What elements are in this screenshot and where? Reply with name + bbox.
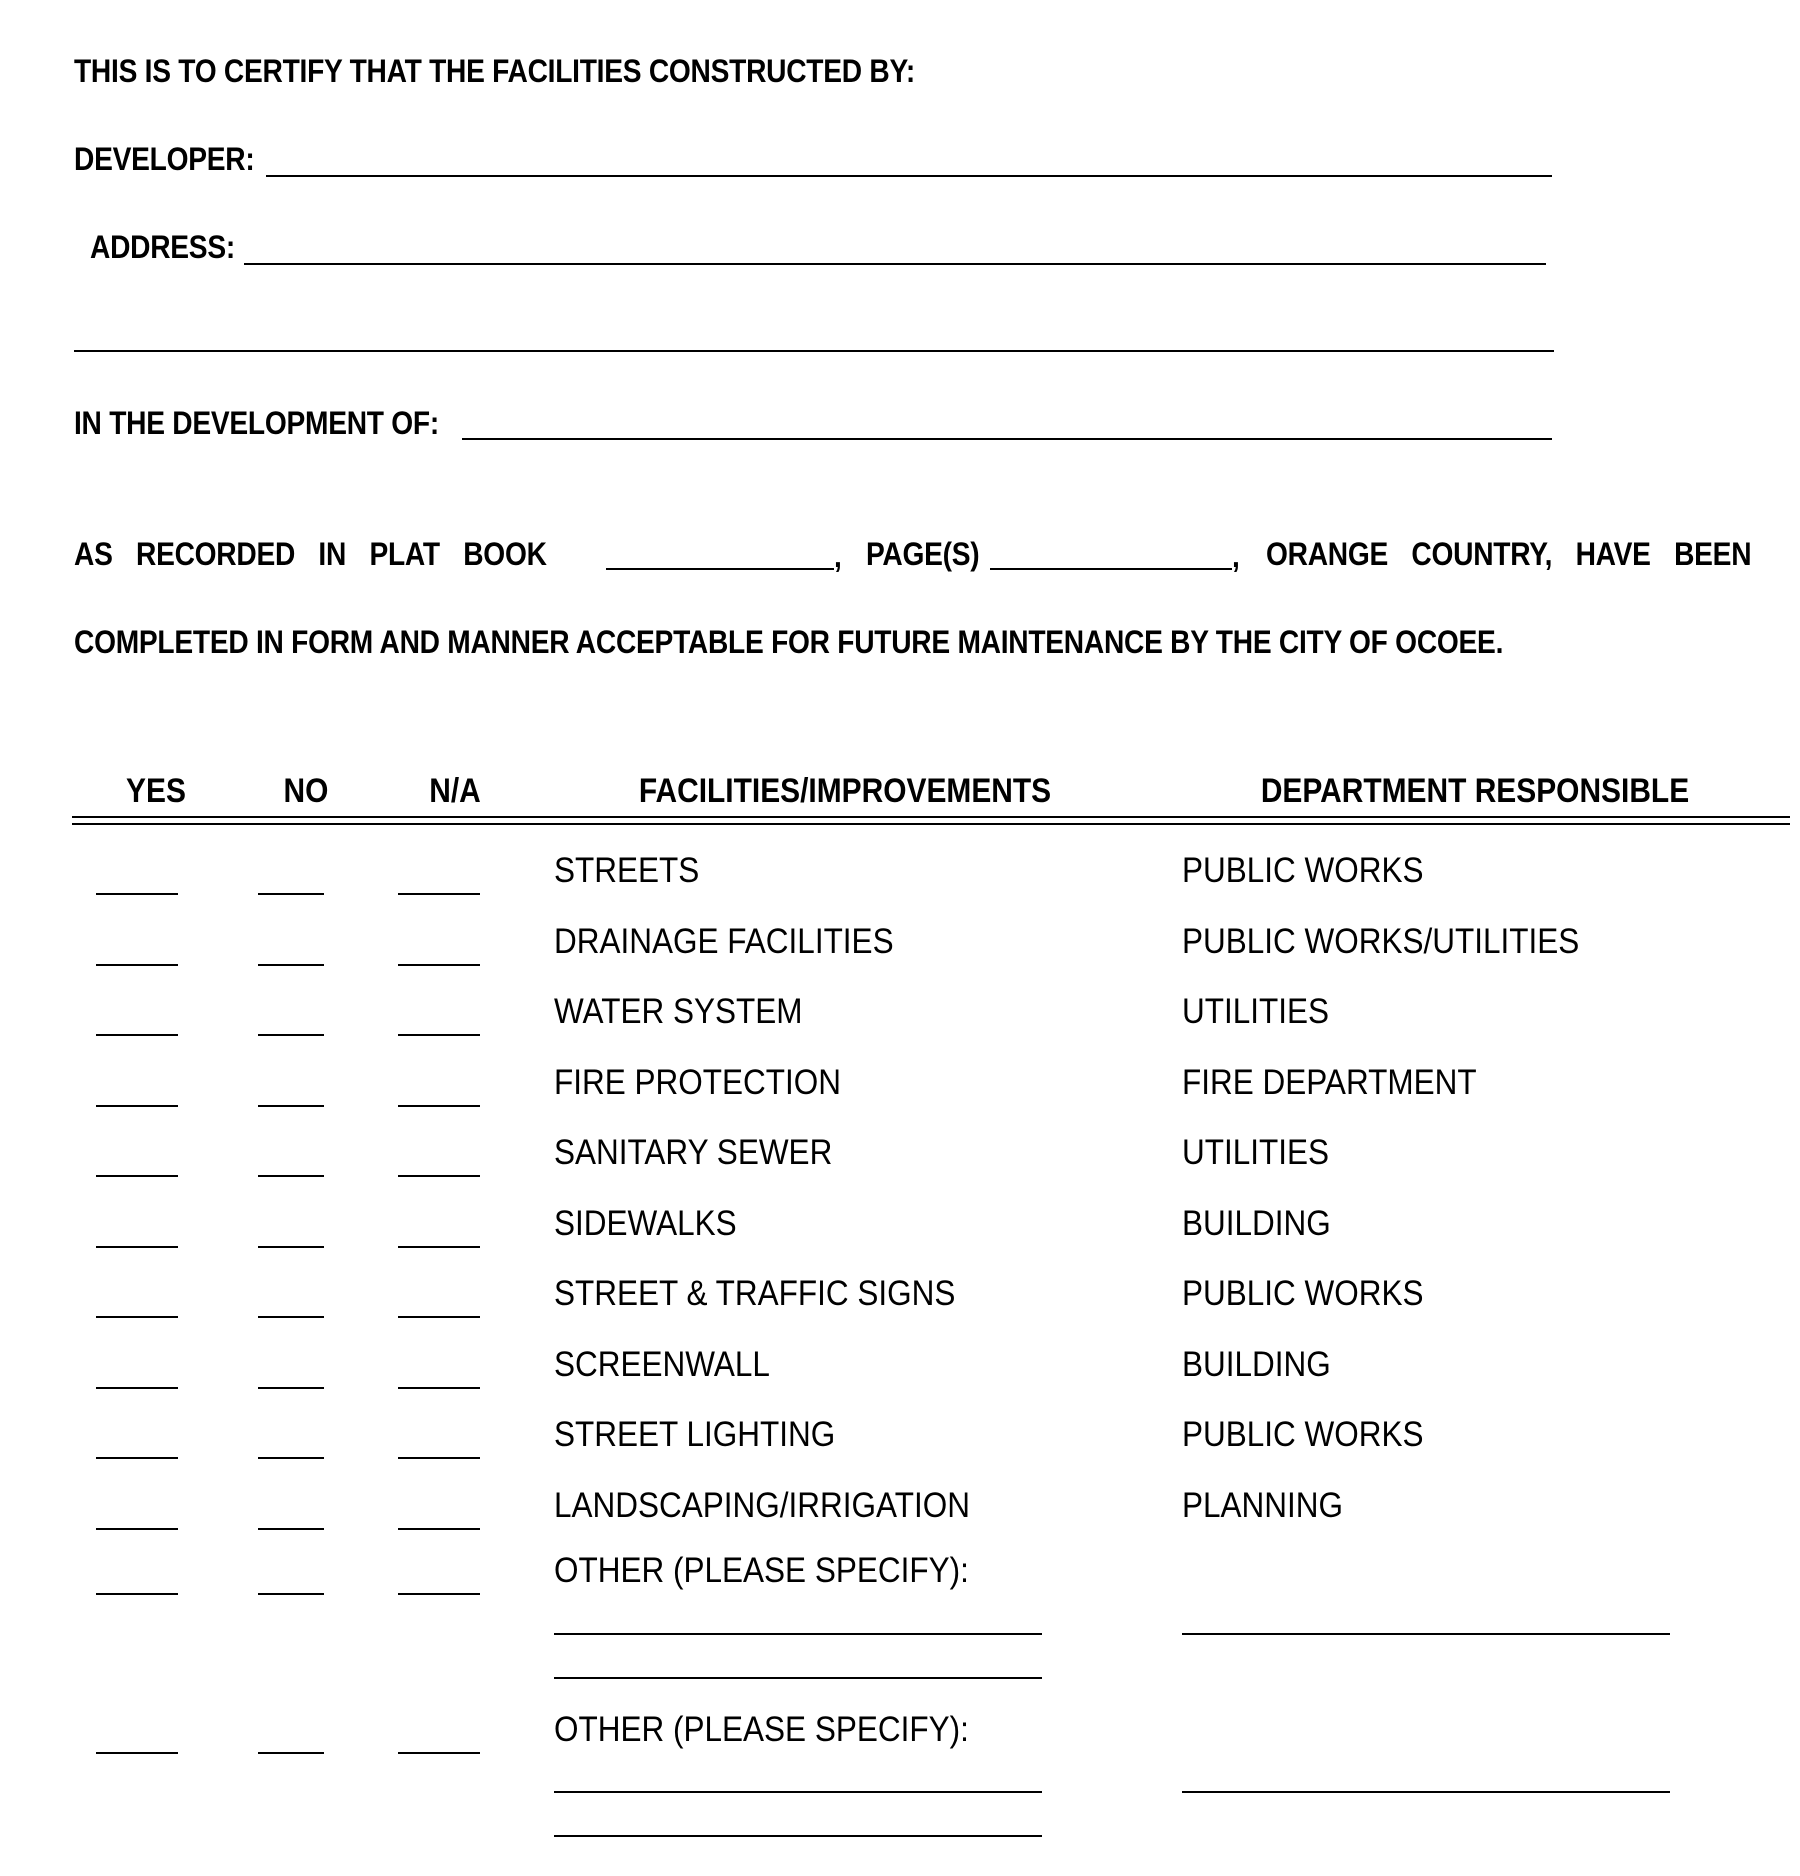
no-blank[interactable] [258, 893, 324, 895]
facility-name: SANITARY SEWER [554, 1133, 833, 1172]
na-blank[interactable] [398, 1175, 480, 1177]
col-na: N/A [429, 772, 481, 810]
no-blank[interactable] [258, 1246, 324, 1248]
col-yes: YES [126, 772, 186, 810]
development-label: IN THE DEVELOPMENT OF: [74, 405, 439, 441]
yes-blank[interactable] [96, 893, 178, 895]
recorded-text-1: AS RECORDED IN PLAT BOOK [74, 536, 547, 572]
table-row-other-2 [0, 1712, 1800, 1782]
yes-blank[interactable] [96, 1175, 178, 1177]
table-row [0, 1276, 1800, 1346]
no-blank[interactable] [258, 1752, 324, 1754]
na-blank[interactable] [398, 1528, 480, 1530]
facility-name: FIRE PROTECTION [554, 1062, 842, 1102]
col-no: NO [283, 772, 329, 810]
table-row [0, 1203, 1800, 1276]
na-blank[interactable] [398, 1105, 480, 1107]
facility-name: SCREENWALL [554, 1344, 770, 1384]
comma-2: , [1232, 538, 1240, 574]
pages-field[interactable] [990, 568, 1232, 570]
na-blank[interactable] [398, 1316, 480, 1318]
developer-label: DEVELOPER: [74, 141, 255, 177]
developer-field[interactable] [266, 175, 1552, 177]
yes-blank[interactable] [96, 1752, 178, 1754]
yes-blank[interactable] [96, 1593, 178, 1595]
no-blank[interactable] [258, 964, 324, 966]
table-row [0, 1344, 1800, 1417]
table-row [0, 1485, 1800, 1558]
table-row-other-1 [0, 1553, 1800, 1623]
yes-blank[interactable] [96, 1528, 178, 1530]
certify-heading: THIS IS TO CERTIFY THAT THE FACILITIES CONSTRUCTED BY: [74, 53, 916, 89]
other-2-department-line[interactable] [1182, 1791, 1670, 1793]
department-name: UTILITIES [1182, 992, 1330, 1031]
other-1-specify-line-2[interactable] [554, 1677, 1042, 1679]
table-row [0, 853, 1800, 923]
na-blank[interactable] [398, 1752, 480, 1754]
facility-name: STREET & TRAFFIC SIGNS [554, 1274, 956, 1313]
na-blank[interactable] [398, 1387, 480, 1389]
department-name: PUBLIC WORKS [1182, 1415, 1424, 1454]
department-name: FIRE DEPARTMENT [1182, 1062, 1477, 1102]
yes-blank[interactable] [96, 1316, 178, 1318]
yes-blank[interactable] [96, 1387, 178, 1389]
pages-label: PAGE(S) [866, 536, 980, 572]
plat-book-field[interactable] [606, 568, 834, 570]
na-blank[interactable] [398, 1457, 480, 1459]
address-field-line-2[interactable] [74, 350, 1554, 352]
yes-blank[interactable] [96, 964, 178, 966]
no-blank[interactable] [258, 1034, 324, 1036]
no-blank[interactable] [258, 1593, 324, 1595]
no-blank[interactable] [258, 1316, 324, 1318]
na-blank[interactable] [398, 1246, 480, 1248]
na-blank[interactable] [398, 893, 480, 895]
table-row [0, 1417, 1800, 1487]
other-label: OTHER (PLEASE SPECIFY): [554, 1551, 969, 1590]
facility-name: STREET LIGHTING [554, 1415, 836, 1454]
department-name: BUILDING [1182, 1344, 1331, 1384]
facility-name: WATER SYSTEM [554, 992, 803, 1031]
facility-name: SIDEWALKS [554, 1203, 737, 1243]
department-name: PLANNING [1182, 1485, 1344, 1525]
comma-1: , [834, 538, 842, 574]
na-blank[interactable] [398, 1593, 480, 1595]
no-blank[interactable] [258, 1105, 324, 1107]
address-label: ADDRESS: [90, 229, 235, 265]
development-field[interactable] [462, 438, 1552, 440]
other-1-specify-line-1[interactable] [554, 1633, 1042, 1635]
other-2-specify-line-1[interactable] [554, 1791, 1042, 1793]
recorded-text-line-2: COMPLETED IN FORM AND MANNER ACCEPTABLE FOR FUTURE MAINTENANCE BY THE CITY OF OCOEE. [74, 624, 1504, 660]
yes-blank[interactable] [96, 1105, 178, 1107]
table-row [0, 921, 1800, 994]
na-blank[interactable] [398, 1034, 480, 1036]
yes-blank[interactable] [96, 1457, 178, 1459]
recorded-text-2: ORANGE COUNTRY, HAVE BEEN [1266, 536, 1752, 572]
no-blank[interactable] [258, 1528, 324, 1530]
other-1-department-line[interactable] [1182, 1633, 1670, 1635]
department-name: PUBLIC WORKS/UTILITIES [1182, 921, 1580, 961]
table-row [0, 994, 1800, 1064]
col-facilities: FACILITIES/IMPROVEMENTS [638, 772, 1052, 810]
other-label: OTHER (PLEASE SPECIFY): [554, 1710, 969, 1749]
department-name: PUBLIC WORKS [1182, 1274, 1424, 1313]
yes-blank[interactable] [96, 1034, 178, 1036]
yes-blank[interactable] [96, 1246, 178, 1248]
facility-name: STREETS [554, 851, 700, 890]
header-rule-bottom [72, 823, 1790, 825]
no-blank[interactable] [258, 1387, 324, 1389]
facility-name: LANDSCAPING/IRRIGATION [554, 1485, 970, 1525]
header-rule-top [72, 816, 1790, 818]
department-name: BUILDING [1182, 1203, 1331, 1243]
col-department: DEPARTMENT RESPONSIBLE [1260, 772, 1690, 810]
na-blank[interactable] [398, 964, 480, 966]
address-field-line-1[interactable] [244, 263, 1546, 265]
no-blank[interactable] [258, 1457, 324, 1459]
no-blank[interactable] [258, 1175, 324, 1177]
other-2-specify-line-2[interactable] [554, 1835, 1042, 1837]
department-name: UTILITIES [1182, 1133, 1330, 1172]
table-row [0, 1135, 1800, 1205]
table-row [0, 1062, 1800, 1135]
department-name: PUBLIC WORKS [1182, 851, 1424, 890]
facility-name: DRAINAGE FACILITIES [554, 921, 894, 961]
